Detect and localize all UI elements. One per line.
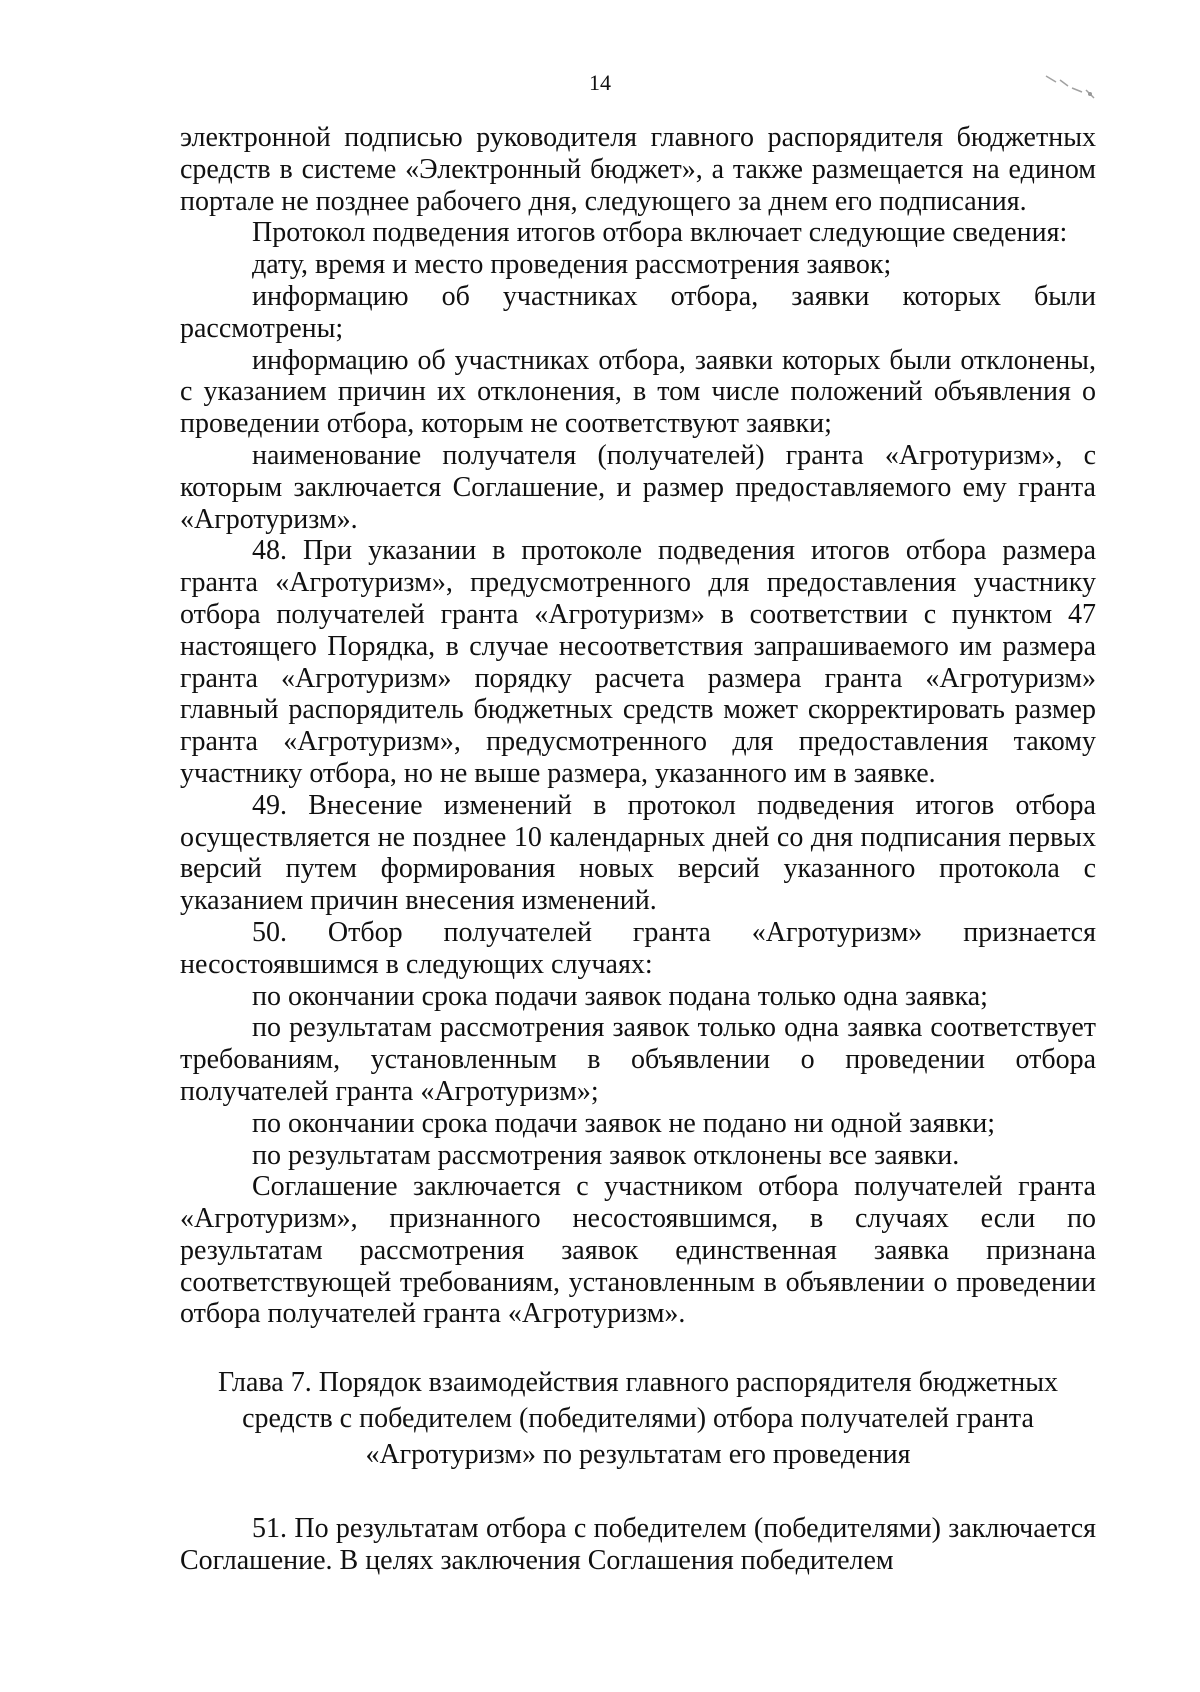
list-item-participants-reviewed: информацию об участниках отбора, заявки которых были рассмотрены; — [180, 280, 1096, 344]
list-item-no-applications: по окончании срока подачи заявок не подано ни одной заявки; — [252, 1107, 996, 1139]
document-body — [180, 122, 1096, 1577]
list-item-participants-rejected: информацию об участниках отбора, заявки которых были отклонены, с указанием причин их отклонения, в том числе положений объявления о проведении отбора, которым не соответствуют заявки; — [180, 344, 1096, 440]
chapter-heading-line: средств с победителем (победителями) отбора получателей гранта — [242, 1403, 1034, 1435]
page-number: 14 — [589, 70, 611, 95]
list-item-single-application: по окончании срока подачи заявок подана только одна заявка; — [252, 980, 988, 1012]
list-item-all-rejected: по результатам рассмотрения заявок отклонены все заявки. — [252, 1139, 960, 1171]
list-item-single-compliant: по результатам рассмотрения заявок только одна заявка соответствует требованиям, установленным в объявлении о проведении отбора получателей гранта «Агротуризм»; — [180, 1012, 1096, 1107]
paragraph-48: 48. При указании в протоколе подведения итогов отбора размера гранта «Агротуризм», предусмотренного для предоставления участнику отбора получателей гранта «Агротуризм» в соответствии с пунктом 47 настоящего Порядка, в случае несоответствия запрашиваемого им размера гранта «Агротуризм» порядку расчета размера гранта «Агротуризм» главный распорядитель бюджетных средств может скорректировать размер гранта «Агротуризм», предусмотренного для предоставления такому участнику отбора, но не выше размера, указанного им в заявке. — [180, 535, 1096, 789]
paragraph-continuation: электронной подписью руководителя главного распорядителя бюджетных средств в системе «Электронный бюджет», а также размещается на едином портале не позднее рабочего дня, следующего за днем его подписания. — [180, 122, 1096, 217]
scan-artifact-icon — [1042, 72, 1096, 102]
chapter-heading-line: Глава 7. Порядок взаимодействия главного распорядителя бюджетных — [217, 1367, 1059, 1399]
list-item-recipient-name: наименование получателя (получателей) гранта «Агротуризм», с которым заключается Соглашение, и размер предоставляемого ему гранта «Агротуризм». — [180, 439, 1096, 535]
paragraph-50: 50. Отбор получателей гранта «Агротуризм» признается несостоявшимся в следующих случаях: — [180, 916, 1096, 980]
list-item-date: дату, время и место проведения рассмотрения заявок; — [252, 249, 892, 281]
paragraph-49: 49. Внесение изменений в протокол подведения итогов отбора осуществляется не позднее 10 календарных дней со дня подписания первых версий путем формирования новых версий указанного протокола с указанием причин внесения изменений. — [180, 789, 1096, 917]
paragraph-agreement: Соглашение заключается с участником отбора получателей гранта «Агротуризм», признанного несостоявшимся, в случаях если по результатам рассмотрения заявок единственная заявка признана соответствующей требованиям, установленным в объявлении о проведении отбора получателей гранта «Агротуризм». — [180, 1171, 1096, 1330]
paragraph-51: 51. По результатам отбора с победителем (победителями) заключается Соглашение. В целях заключения Соглашения победителем — [180, 1513, 1096, 1577]
chapter-heading-line: «Агротуризм» по результатам его проведения — [365, 1439, 911, 1471]
chapter-heading — [180, 1365, 1096, 1473]
paragraph-protocol-intro: Протокол подведения итогов отбора включает следующие сведения: — [252, 217, 1068, 249]
